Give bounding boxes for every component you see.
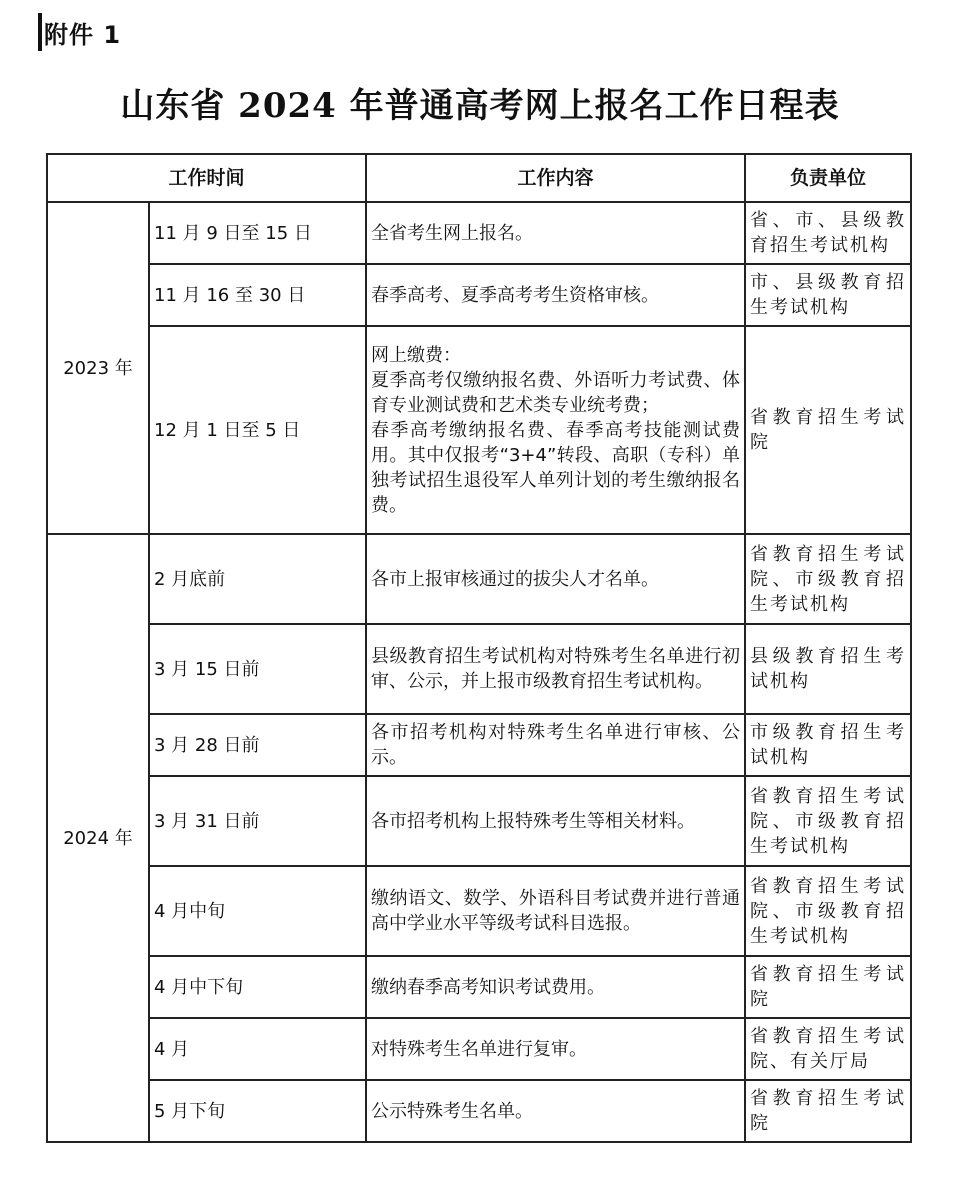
unit-cell: 县级教育招生考试机构	[745, 624, 911, 714]
content-cell	[366, 714, 745, 776]
date-cell: 3 月 28 日前	[149, 714, 366, 776]
unit-cell: 省教育招生考试院	[745, 956, 911, 1018]
unit-cell: 省教育招生考试院	[745, 1080, 911, 1142]
unit-cell: 市、县级教育招生考试机构	[745, 264, 911, 326]
content-cell	[366, 624, 745, 714]
date-cell: 4 月中旬	[149, 866, 366, 956]
unit-cell: 省教育招生考试院、市级教育招生考试机构	[745, 776, 911, 866]
table-row	[47, 202, 911, 264]
date-cell: 5 月下旬	[149, 1080, 366, 1142]
table-row	[47, 776, 911, 866]
content-cell	[366, 776, 745, 866]
table-row	[47, 326, 911, 534]
content-paragraph: 网上缴费：	[371, 344, 462, 366]
date-cell: 4 月中下旬	[149, 956, 366, 1018]
content-paragraph: 对特殊考生名单进行复审。	[371, 1038, 588, 1060]
unit-cell: 市级教育招生考试机构	[745, 714, 911, 776]
table-row	[47, 1018, 911, 1080]
unit-cell: 省教育招生考试院、市级教育招生考试机构	[745, 866, 911, 956]
attachment-label	[38, 12, 121, 52]
page-title: 山东省 2024 年普通高考网上报名工作日程表	[120, 86, 840, 126]
year-cell: 2023 年	[47, 202, 149, 534]
date-cell: 12 月 1 日至 5 日	[149, 326, 366, 534]
table-body	[47, 202, 911, 1142]
table-row	[47, 264, 911, 326]
header-unit: 负责单位	[745, 154, 911, 202]
unit-cell: 省教育招生考试院	[745, 326, 911, 534]
content-cell	[366, 264, 745, 326]
content-paragraph: 夏季高考仅缴纳报名费、外语听力考试费、体育专业测试费和艺术类专业统考费；	[371, 369, 741, 416]
content-paragraph: 缴纳春季高考知识考试费用。	[371, 976, 606, 998]
unit-cell: 省教育招生考试院、有关厅局	[745, 1018, 911, 1080]
content-paragraph: 公示特殊考生名单。	[371, 1100, 534, 1122]
date-cell: 11 月 16 至 30 日	[149, 264, 366, 326]
content-paragraph: 全省考生网上报名。	[371, 222, 534, 244]
content-cell	[366, 866, 745, 956]
content-cell	[366, 1018, 745, 1080]
header-content: 工作内容	[366, 154, 745, 202]
date-cell: 2 月底前	[149, 534, 366, 624]
margin-bar	[38, 13, 42, 51]
attachment-label-text: 附件 1	[44, 20, 122, 49]
table-row	[47, 866, 911, 956]
content-paragraph: 春季高考、夏季高考考生资格审核。	[371, 284, 660, 306]
content-cell	[366, 326, 745, 534]
date-cell: 11 月 9 日至 15 日	[149, 202, 366, 264]
unit-cell: 省、市、县级教育招生考试机构	[745, 202, 911, 264]
table-row	[47, 956, 911, 1018]
table-row	[47, 624, 911, 714]
header-time: 工作时间	[47, 154, 366, 202]
content-paragraph: 各市上报审核通过的拔尖人才名单。	[371, 568, 660, 590]
date-cell: 3 月 31 日前	[149, 776, 366, 866]
content-paragraph: 各市招考机构上报特殊考生等相关材料。	[371, 810, 696, 832]
table-header-row	[47, 154, 911, 202]
date-cell: 3 月 15 日前	[149, 624, 366, 714]
content-paragraph: 缴纳语文、数学、外语科目考试费并进行普通高中学业水平等级考试科目选报。	[371, 888, 741, 934]
content-paragraph: 县级教育招生考试机构对特殊考生名单进行初审、公示，并上报市级教育招生考试机构。	[371, 646, 741, 692]
content-paragraph: 春季高考缴纳报名费、春季高考技能测试费用。其中仅报考“3+4”转段、高职（专科）单独考试招生退役军人单列计划的考生缴纳报名费。	[371, 419, 741, 516]
unit-cell: 省教育招生考试院、市级教育招生考试机构	[745, 534, 911, 624]
schedule-table	[46, 153, 912, 1143]
table-row	[47, 1080, 911, 1142]
table-row	[47, 714, 911, 776]
content-cell	[366, 1080, 745, 1142]
content-cell	[366, 956, 745, 1018]
table-row	[47, 534, 911, 624]
content-cell	[366, 202, 745, 264]
year-cell: 2024 年	[47, 534, 149, 1142]
content-paragraph: 各市招考机构对特殊考生名单进行审核、公示。	[371, 722, 741, 768]
date-cell: 4 月	[149, 1018, 366, 1080]
content-cell	[366, 534, 745, 624]
